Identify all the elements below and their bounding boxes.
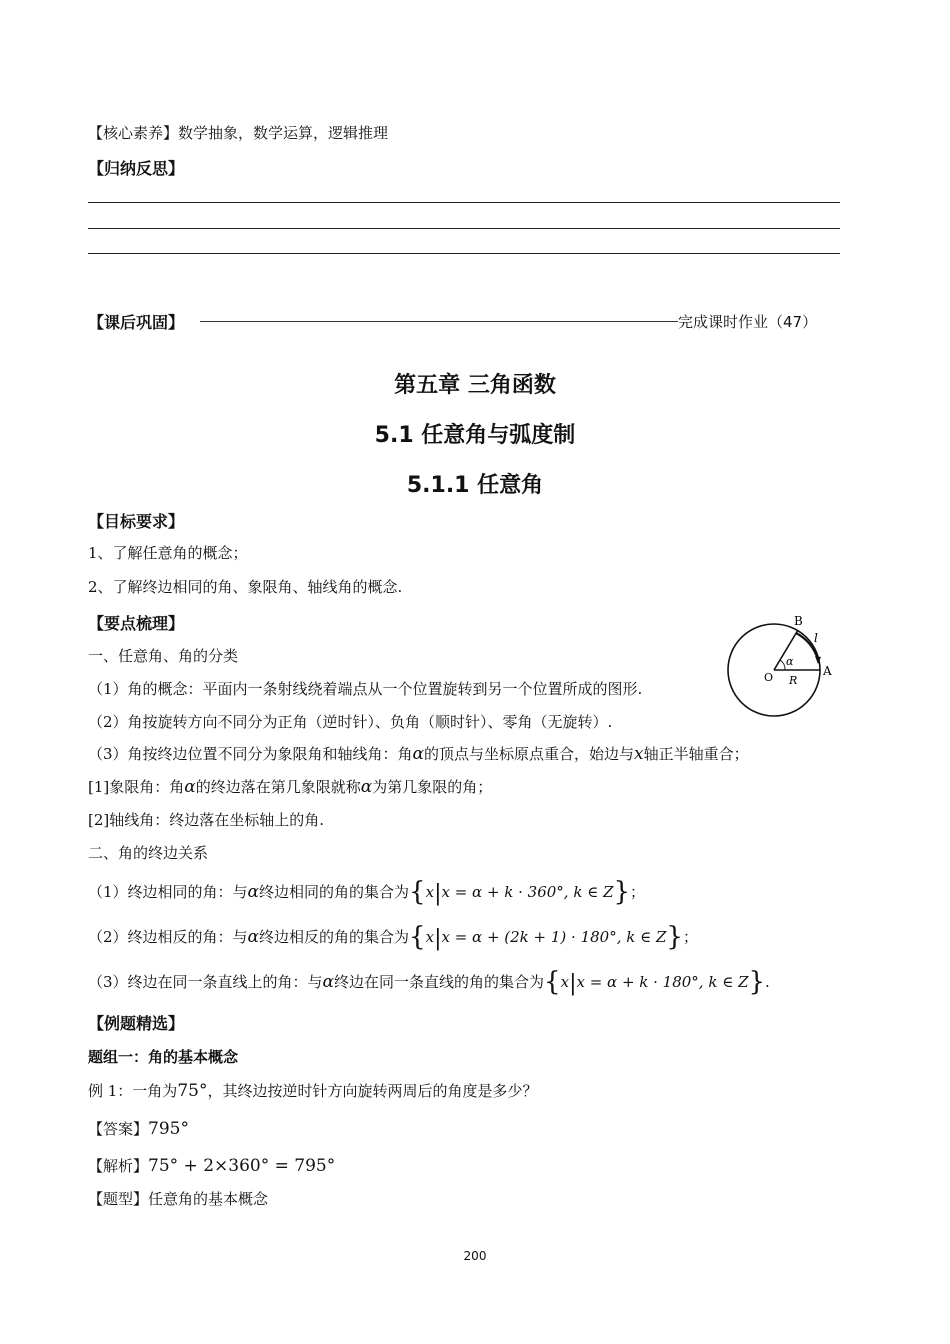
semicolon: ； [630, 883, 646, 901]
relation-2-text-b: 终边相反的角的集合为 [259, 928, 410, 946]
core-literacy-line [88, 123, 388, 143]
label-a: A [823, 664, 832, 678]
x-symbol: x [634, 744, 644, 764]
type-label: 【题型】 [88, 1190, 149, 1208]
example-1-text-a: 例 1：一角为 [88, 1082, 178, 1100]
set-2: {x|x = α + (2k + 1) · 180°, k ∈ Z} [409, 922, 683, 952]
relation-1-text-a: （1）终边相同的角：与 [88, 883, 248, 901]
answer-value: 795° [148, 1119, 189, 1139]
homework-text: 完成课时作业（47） [678, 313, 818, 331]
analysis-label: 【解析】 [88, 1157, 149, 1175]
relation-1-text-b: 终边相同的角的集合为 [259, 883, 410, 901]
type-value: 任意角的基本概念 [148, 1190, 269, 1208]
examples-label: 【例题精选】 [88, 1014, 185, 1033]
relation-1 [88, 877, 646, 907]
relation-3-text-b: 终边在同一条直线的角的集合为 [334, 973, 545, 991]
point-3-text-b: 的顶点与坐标原点重合，始边与 [424, 745, 635, 763]
homework-label: 【课后巩固】 [88, 313, 185, 332]
period: . [765, 973, 770, 991]
point-2: （2）角按旋转方向不同分为正角（逆时针）、负角（顺时针）、零角（无旋转）. [88, 713, 613, 731]
part1-title: 一、任意角、角的分类 [88, 647, 239, 665]
chapter-title: 第五章 三角函数 [394, 373, 556, 398]
alpha-symbol: α [412, 744, 425, 764]
subsection-title: 5.1.1 任意角 [406, 473, 544, 498]
page-number: 200 [463, 1249, 487, 1263]
goal-item-1: 1、了解任意角的概念； [88, 544, 248, 562]
quadrant-text-c: 为第几象限的角； [372, 778, 493, 796]
reflection-line-1 [88, 202, 840, 203]
analysis-line [88, 1156, 335, 1176]
homework-dash-line [200, 321, 678, 322]
set-2-expr: x = α + (2k + 1) · 180°, k ∈ Z [441, 928, 667, 946]
quadrant-text-b: 的终边落在第几象限就称 [195, 778, 361, 796]
point-3-text-a: （3）角按终边位置不同分为象限角和轴线角：角 [88, 745, 413, 763]
alpha-symbol: α [360, 777, 373, 797]
answer-line [88, 1119, 189, 1139]
analysis-value: 75° + 2×360° = 795° [148, 1156, 336, 1176]
label-o: O [764, 671, 774, 684]
set-1: {x|x = α + k · 360°, k ∈ Z} [409, 877, 631, 907]
relation-2-text-a: （2）终边相反的角：与 [88, 928, 248, 946]
core-literacy-label: 【核心素养】 [88, 124, 179, 142]
relation-3 [88, 967, 770, 997]
quadrant-text-a: [1]象限角：角 [88, 778, 185, 796]
quadrant-angle-line [88, 777, 492, 797]
alpha-symbol: α [247, 927, 260, 947]
set-3: {x|x = α + k · 180°, k ∈ Z} [544, 967, 766, 997]
core-literacy-text: 数学抽象，数学运算，逻辑推理 [178, 124, 389, 142]
point-3-text-c: 轴正半轴重合； [643, 745, 749, 763]
label-alpha: α [786, 655, 794, 668]
set-3-expr: x = α + k · 180°, k ∈ Z [576, 973, 749, 991]
reflection-line-3 [88, 253, 840, 254]
part2-title: 二、角的终边关系 [88, 844, 209, 862]
label-r: R [789, 674, 798, 687]
point-3 [88, 744, 749, 764]
example-1-degree: 75° [177, 1081, 208, 1101]
alpha-symbol: α [184, 777, 196, 797]
goals-label: 【目标要求】 [88, 512, 185, 531]
group-1-title: 题组一：角的基本概念 [88, 1048, 239, 1066]
example-1 [88, 1081, 537, 1101]
key-points-label: 【要点梳理】 [88, 614, 185, 633]
alpha-symbol: α [322, 972, 335, 992]
relation-2 [88, 922, 698, 952]
reflection-label: 【归纳反思】 [88, 159, 185, 178]
point-1: （1）角的概念：平面内一条射线绕着端点从一个位置旋转到另一个位置所成的图形. [88, 680, 643, 698]
label-b: B [794, 614, 803, 628]
angle-mark [780, 660, 785, 670]
goal-item-2: 2、了解终边相同的角、象限角、轴线角的概念. [88, 578, 403, 596]
alpha-symbol: α [247, 882, 260, 902]
type-line [88, 1189, 268, 1209]
label-l: l [814, 631, 818, 645]
set-1-expr: x = α + k · 360°, k ∈ Z [441, 883, 614, 901]
section-title: 5.1 任意角与弧度制 [374, 423, 576, 448]
relation-3-text-a: （3）终边在同一条直线上的角：与 [88, 973, 323, 991]
example-1-text-b: ，其终边按逆时针方向旋转两周后的角度是多少？ [207, 1082, 538, 1100]
answer-label: 【答案】 [88, 1120, 149, 1138]
reflection-line-2 [88, 228, 840, 229]
axis-angle-line: [2]轴线角：终边落在坐标轴上的角. [88, 811, 325, 829]
angle-circle-figure [722, 608, 844, 720]
semicolon: ； [682, 928, 698, 946]
